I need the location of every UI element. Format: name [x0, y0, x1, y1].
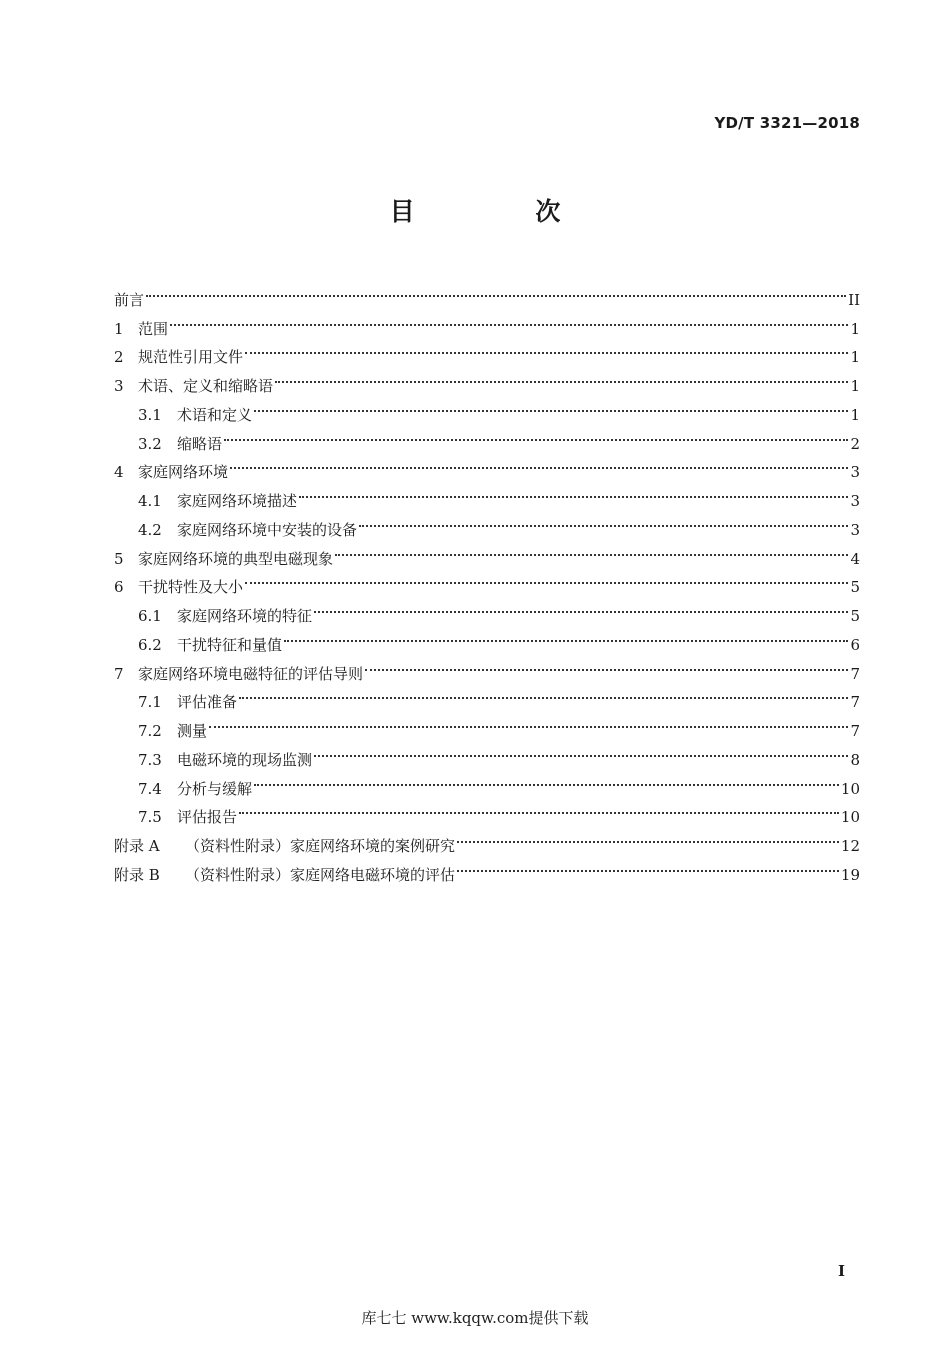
toc-entry-page: 1 — [850, 377, 860, 395]
toc-dot-leader — [365, 650, 848, 679]
toc-entry-label: 测量 — [177, 722, 208, 740]
page-title: 目 次 — [389, 197, 617, 226]
toc-entry-number: 6.2 — [138, 635, 162, 654]
toc-entry-number: 4.1 — [138, 492, 162, 510]
toc-entry-page: 3 — [850, 463, 860, 482]
toc-entry-page: 7 — [850, 693, 860, 712]
toc-entry-number: 1 — [114, 319, 124, 338]
toc-entry-page: 7 — [850, 722, 860, 740]
toc-entry-number: 7.1 — [138, 693, 162, 712]
toc-entry-number: 7.2 — [138, 722, 162, 740]
toc-entry-label: 家庭网络环境的典型电磁现象 — [138, 549, 334, 568]
toc-entry-label: 家庭网络环境 — [138, 463, 229, 482]
toc-dot-leader — [335, 535, 848, 564]
toc-entry-number: 6.1 — [138, 607, 162, 625]
toc-entry-number: 6 — [114, 578, 124, 597]
toc-entry[interactable] — [114, 420, 860, 453]
toc-entry-number: 3 — [114, 377, 124, 395]
toc-entry[interactable] — [114, 707, 860, 740]
toc-dot-leader — [457, 822, 839, 851]
toc-entry-page: 10 — [840, 808, 860, 827]
toc-entry-page: 5 — [850, 578, 860, 597]
toc-dot-leader — [224, 420, 848, 449]
toc-entry-label: 干扰特征和量值 — [177, 635, 283, 654]
toc-dot-leader — [314, 736, 848, 765]
toc-entry-label: 家庭网络环境的特征 — [177, 607, 313, 625]
toc-dot-leader — [359, 506, 848, 535]
toc-entry-page: 12 — [840, 837, 860, 855]
toc-entry-label: 干扰特性及大小 — [138, 578, 244, 597]
toc-dot-leader — [239, 679, 848, 708]
toc-entry-label: 电磁环境的现场监测 — [177, 750, 313, 769]
toc-entry-number: 4 — [114, 463, 124, 482]
page-number: I — [837, 1262, 845, 1280]
toc-entry-number: 7.5 — [138, 808, 162, 827]
toc-entry-label: 规范性引用文件 — [138, 348, 244, 367]
toc-entry-page: 10 — [840, 779, 860, 798]
toc-entry-page: 2 — [850, 434, 860, 453]
toc-dot-leader — [299, 477, 848, 506]
toc-entry-label: 前言 — [114, 290, 145, 309]
toc-entry-page: 1 — [850, 348, 860, 367]
footer-watermark: 库七七 www.kqqw.com提供下载 — [361, 1309, 589, 1327]
toc-entry-number: 7 — [114, 664, 124, 683]
toc-entry-label: 缩略语 — [177, 434, 223, 453]
toc-dot-leader — [245, 564, 848, 593]
toc-dot-leader — [245, 334, 848, 363]
toc-entry-number: 5 — [114, 549, 124, 568]
toc-dot-leader — [230, 449, 848, 478]
toc-entry-page: 1 — [850, 319, 860, 338]
toc-entry-page: 1 — [850, 405, 860, 424]
toc-entry-label: 家庭网络环境中安装的设备 — [177, 520, 358, 539]
toc-entry-page: II — [848, 290, 860, 309]
toc-entry-page: 19 — [840, 865, 860, 884]
toc-dot-leader — [209, 707, 848, 736]
toc-dot-leader — [284, 621, 848, 650]
toc-entry-label: （资料性附录）家庭网络环境的案例研究 — [185, 837, 456, 855]
toc-entry-page: 5 — [850, 607, 860, 625]
toc-entry-number: 附录 B — [114, 865, 160, 884]
toc-entry[interactable] — [114, 736, 860, 769]
toc-entry-page: 3 — [850, 520, 860, 539]
toc-entry-page: 8 — [850, 750, 860, 769]
toc-dot-leader — [254, 391, 848, 420]
toc-entry-label: 范围 — [138, 319, 169, 338]
toc-entry-number: 4.2 — [138, 520, 162, 539]
toc-entry-label: 术语和定义 — [177, 405, 253, 424]
toc-entry[interactable] — [114, 305, 860, 338]
toc-dot-leader — [314, 592, 848, 621]
toc-entry-label: 家庭网络环境描述 — [177, 492, 298, 510]
toc-entry-label: 分析与缓解 — [177, 779, 253, 798]
toc-entry-number: 7.4 — [138, 779, 162, 798]
toc-entry[interactable] — [114, 276, 860, 309]
toc-dot-leader — [457, 851, 839, 880]
toc-entry-number: 3.1 — [138, 405, 162, 424]
toc-dot-leader — [254, 765, 839, 794]
toc-dot-leader — [275, 362, 848, 391]
toc-entry[interactable] — [114, 334, 860, 367]
toc-dot-leader — [146, 276, 846, 305]
toc-entry-label: 评估报告 — [177, 808, 238, 827]
toc-entry-label: 家庭网络环境电磁特征的评估导则 — [138, 664, 364, 683]
standard-code: YD/T 3321—2018 — [714, 114, 860, 132]
toc-entry[interactable] — [114, 449, 860, 482]
toc-entry-label: 评估准备 — [177, 693, 238, 712]
toc-entry-page: 3 — [850, 492, 860, 510]
toc-entry-page: 4 — [850, 549, 860, 568]
toc-entry-label: （资料性附录）家庭网络电磁环境的评估 — [185, 865, 456, 884]
toc-entry-number: 附录 A — [114, 837, 160, 855]
toc-entry-page: 6 — [850, 635, 860, 654]
toc-entry-label: 术语、定义和缩略语 — [138, 377, 274, 395]
toc-dot-leader — [170, 305, 848, 334]
toc-entry-page: 7 — [850, 664, 860, 683]
toc-entry-number: 2 — [114, 348, 124, 367]
table-of-contents — [114, 276, 860, 884]
toc-dot-leader — [239, 794, 839, 823]
toc-entry-number: 3.2 — [138, 434, 162, 453]
toc-entry-number: 7.3 — [138, 750, 162, 769]
